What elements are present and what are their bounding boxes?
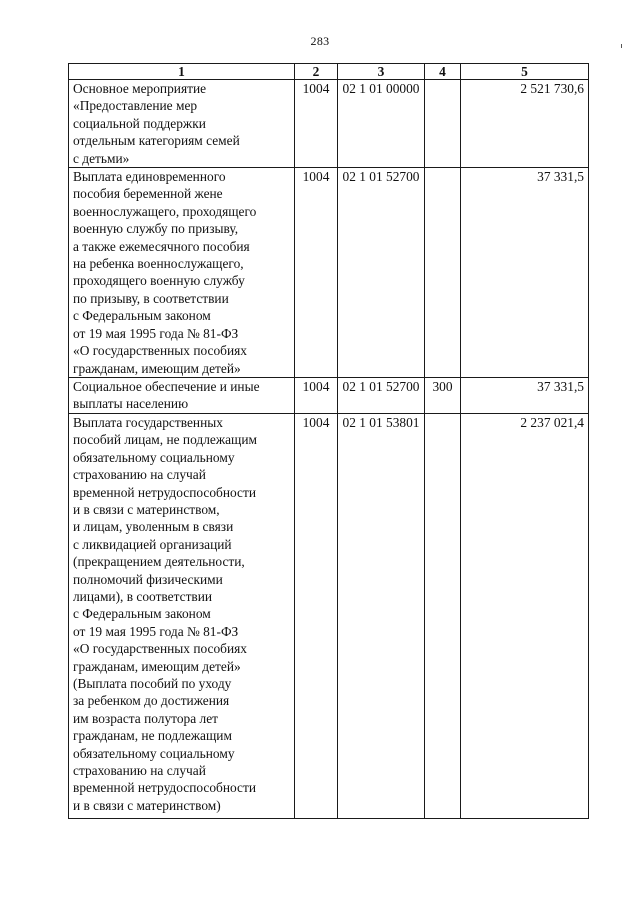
row-expense-type: [425, 80, 461, 168]
page-number: 283: [310, 34, 330, 48]
row-name: Основное мероприятие «Предоставление мер социальной поддержки отдельным категориям семей с детьми»: [69, 80, 295, 168]
row-amount: 2 521 730,6: [461, 80, 589, 168]
row-section-code: 1004: [295, 413, 338, 818]
scan-edge-mark: [621, 44, 622, 48]
row-expense-type: 300: [425, 377, 461, 413]
row-target-code: 02 1 01 52700: [338, 377, 425, 413]
row-name: Социальное обеспечение и иные выплаты населению: [69, 377, 295, 413]
row-section-code: 1004: [295, 168, 338, 378]
budget-table: [68, 63, 589, 819]
row-section-code: 1004: [295, 377, 338, 413]
header-col-3: 3: [338, 64, 425, 80]
table-row: [69, 80, 589, 168]
row-target-code: 02 1 01 00000: [338, 80, 425, 168]
row-amount: 37 331,5: [461, 168, 589, 378]
table-row: [69, 413, 589, 818]
header-col-2: 2: [295, 64, 338, 80]
table-header-row: [69, 64, 589, 80]
row-amount: 2 237 021,4: [461, 413, 589, 818]
row-target-code: 02 1 01 52700: [338, 168, 425, 378]
table-row: [69, 168, 589, 378]
row-name: Выплата государственных пособий лицам, не подлежащим обязательному социальному страхованию на случай временной нетрудоспособности и в связи с материнством, и лицам, уволенным в связи с ликвидацией организаций (прекращением деятельности, полномочий физическими лицами), в соответствии с Федеральным законом от 19 мая 1995 года № 81-ФЗ «О государственных пособиях гражданам, имеющим детей» (Выплата пособий по уходу за ребенком до достижения им возраста полутора лет гражданам, не подлежащим обязательному социальному страхованию на случай временной нетрудоспособности и в связи с материнством): [69, 413, 295, 818]
row-amount: 37 331,5: [461, 377, 589, 413]
row-target-code: 02 1 01 53801: [338, 413, 425, 818]
row-name: Выплата единовременного пособия беременной жене военнослужащего, проходящего военную службу по призыву, а также ежемесячного пособия на ребенка военнослужащего, проходящего военную службу по призыву, в соответствии с Федеральным законом от 19 мая 1995 года № 81-ФЗ «О государственных пособиях гражданам, имеющим детей»: [69, 168, 295, 378]
row-expense-type: [425, 168, 461, 378]
header-col-1: 1: [69, 64, 295, 80]
header-col-4: 4: [425, 64, 461, 80]
row-section-code: 1004: [295, 80, 338, 168]
header-col-5: 5: [461, 64, 589, 80]
row-expense-type: [425, 413, 461, 818]
table-row: [69, 377, 589, 413]
